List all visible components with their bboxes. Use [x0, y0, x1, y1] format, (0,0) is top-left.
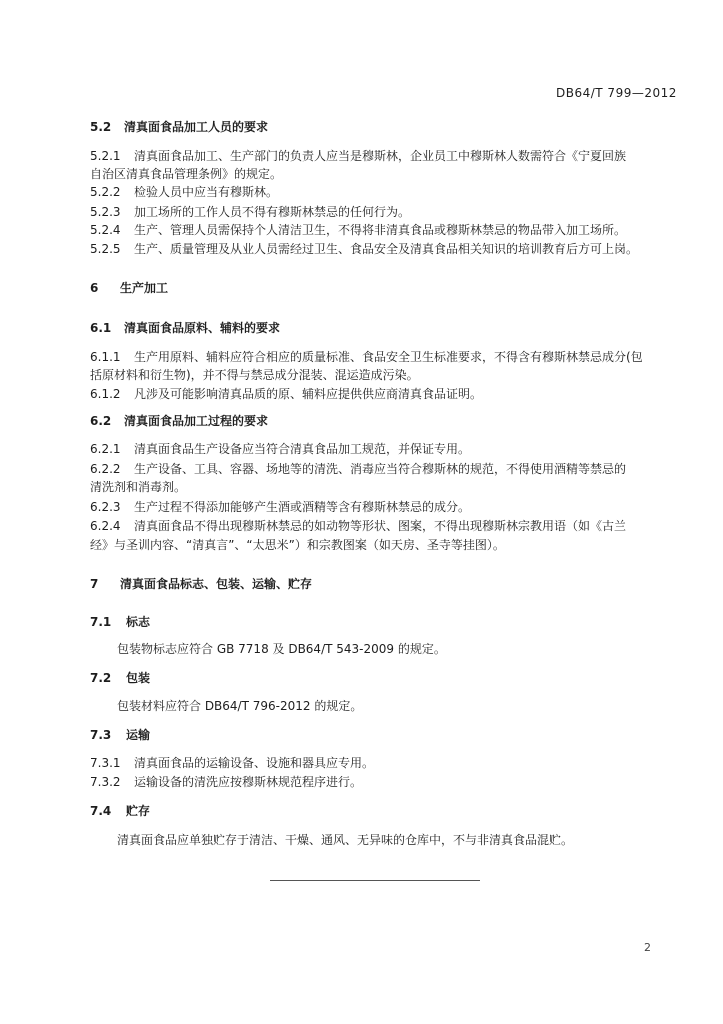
clause-text: 清真面食品生产设备应当符合清真食品加工规范，并保证专用。 [134, 442, 471, 456]
clause-number: 6.2.1 [90, 442, 121, 456]
section-heading-7 [90, 576, 312, 592]
clause-5-2-1 [90, 148, 626, 164]
clause-text: 生产、质量管理及从业人员需经过卫生、食品安全及清真食品相关知识的培训教育后方可上岗。 [134, 242, 639, 256]
end-rule [270, 880, 480, 881]
clause-continuation: 经》与圣训内容、“清真言”、“太思米”）和宗教图案（如天房、圣寺等挂图）。 [90, 538, 505, 552]
section-number: 7.2 [90, 671, 112, 685]
section-number: 7 [90, 577, 99, 591]
clause-number: 6.2.3 [90, 500, 121, 514]
clause-continuation: 自治区清真食品管理条例》的规定。 [90, 167, 283, 181]
section-title: 清真面食品加工人员的要求 [124, 120, 269, 134]
clause-5-2-3 [90, 204, 410, 220]
clause-continuation: 清洗剂和消毒剂。 [90, 480, 187, 494]
section-heading-6-1 [90, 320, 280, 336]
clause-number: 6.1.1 [90, 350, 121, 364]
clause-number: 5.2.4 [90, 223, 121, 237]
section-number: 7.1 [90, 615, 112, 629]
clause-text: 运输设备的清洗应按穆斯林规范程序进行。 [134, 775, 363, 789]
clause-number: 6.2.2 [90, 462, 121, 476]
section-heading-6 [90, 280, 168, 296]
section-heading-7-1 [90, 614, 150, 630]
clause-5-2-5 [90, 241, 638, 257]
section-number: 5.2 [90, 120, 112, 134]
clause-text: 生产设备、工具、容器、场地等的清洗、消毒应当符合穆斯林的规范，不得使用酒精等禁忌的 [134, 462, 627, 476]
section-title: 清真面食品加工过程的要求 [124, 414, 269, 428]
paragraph-7-4: 清真面食品应单独贮存于清洁、干燥、通风、无异味的仓库中，不与非清真食品混贮。 [117, 833, 574, 847]
clause-number: 5.2.5 [90, 242, 121, 256]
section-title: 清真面食品标志、包装、运输、贮存 [120, 577, 313, 591]
section-title: 清真面食品原料、辅料的要求 [124, 321, 281, 335]
clause-7-3-1 [90, 755, 374, 771]
clause-6-2-2 [90, 461, 626, 477]
clause-text: 清真面食品加工、生产部门的负责人应当是穆斯林，企业员工中穆斯林人数需符合《宁夏回族 [134, 149, 627, 163]
clause-text: 凡涉及可能影响清真品质的原、辅料应提供供应商清真食品证明。 [134, 387, 483, 401]
clause-text: 清真面食品不得出现穆斯林禁忌的如动物等形状、图案，不得出现穆斯林宗教用语（如《古兰 [134, 519, 627, 533]
clause-5-2-2 [90, 184, 278, 200]
clause-text: 清真面食品的运输设备、设施和器具应专用。 [134, 756, 375, 770]
clause-text: 加工场所的工作人员不得有穆斯林禁忌的任何行为。 [134, 205, 411, 219]
section-heading-6-2 [90, 413, 268, 429]
section-title: 标志 [126, 615, 151, 629]
clause-number: 5.2.1 [90, 149, 121, 163]
section-heading-5-2 [90, 119, 268, 135]
clause-number: 5.2.2 [90, 185, 121, 199]
clause-text: 生产过程不得添加能够产生酒或酒精等含有穆斯林禁忌的成分。 [134, 500, 471, 514]
paragraph-7-2: 包装材料应符合 DB64/T 796-2012 的规定。 [117, 699, 363, 713]
clause-number: 5.2.3 [90, 205, 121, 219]
clause-5-2-4 [90, 222, 626, 238]
clause-6-2-4 [90, 518, 626, 534]
clause-continuation: 括原材料和衍生物)，并不得与禁忌成分混装、混运造成污染。 [90, 368, 419, 382]
clause-text: 生产、管理人员需保持个人清洁卫生，不得将非清真食品或穆斯林禁忌的物品带入加工场所。 [134, 223, 627, 237]
section-number: 7.4 [90, 804, 112, 818]
section-title: 生产加工 [120, 281, 169, 295]
clause-7-3-2 [90, 774, 362, 790]
clause-text: 检验人员中应当有穆斯林。 [134, 185, 279, 199]
clause-text: 生产用原料、辅料应符合相应的质量标准、食品安全卫生标准要求，不得含有穆斯林禁忌成分(包 [134, 350, 643, 364]
section-title: 贮存 [126, 804, 151, 818]
section-heading-7-4 [90, 803, 150, 819]
clause-6-2-1 [90, 441, 470, 457]
page-number: 2 [644, 941, 651, 954]
section-title: 运输 [126, 728, 151, 742]
clause-6-1-1 [90, 349, 643, 365]
paragraph-7-1: 包装物标志应符合 GB 7718 及 DB64/T 543-2009 的规定。 [117, 642, 446, 656]
section-number: 7.3 [90, 728, 112, 742]
section-number: 6.2 [90, 414, 112, 428]
document-code: DB64/T 799—2012 [556, 86, 677, 100]
section-number: 6.1 [90, 321, 112, 335]
clause-number: 6.2.4 [90, 519, 121, 533]
clause-number: 7.3.1 [90, 756, 121, 770]
section-title: 包装 [126, 671, 151, 685]
clause-6-2-3 [90, 499, 470, 515]
clause-6-1-2 [90, 386, 482, 402]
section-heading-7-2 [90, 670, 150, 686]
clause-number: 7.3.2 [90, 775, 121, 789]
section-heading-7-3 [90, 727, 150, 743]
section-number: 6 [90, 281, 99, 295]
clause-number: 6.1.2 [90, 387, 121, 401]
